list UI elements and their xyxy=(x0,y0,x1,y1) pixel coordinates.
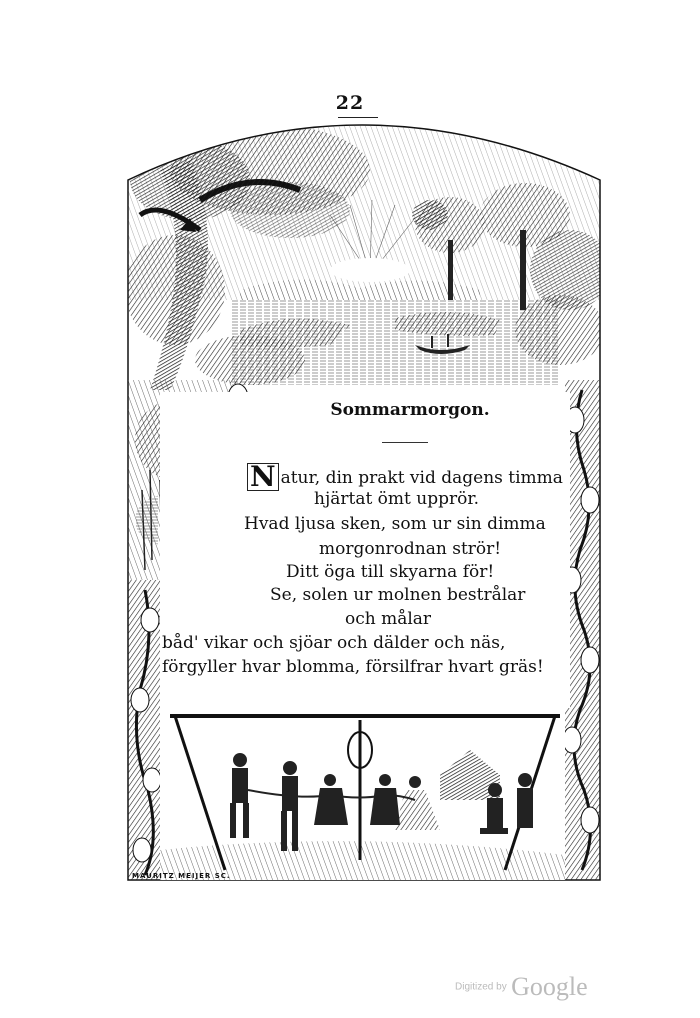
poem-line-1-text: atur, din prakt vid dagens timma xyxy=(280,468,563,488)
engraver-credit: MAURITZ MEIJER SC. xyxy=(132,872,231,880)
digitized-watermark xyxy=(455,972,588,1002)
poem-line-6: Se, solen ur molnen bestrålar xyxy=(270,585,526,605)
google-logo: Google xyxy=(511,972,588,1001)
poem-line-5: Ditt öga till skyarna för! xyxy=(286,562,495,582)
poem-line-1 xyxy=(247,460,563,493)
poem-line-3: Hvad ljusa sken, som ur sin dimma xyxy=(244,514,546,534)
decorated-initial: N xyxy=(247,463,279,491)
poem-line-8: båd' vikar och sjöar och dälder och näs, xyxy=(162,633,506,653)
digitized-prefix: Digitized by xyxy=(455,981,507,993)
poem-title: Sommarmorgon. xyxy=(330,400,490,420)
poem-line-4: morgonrodnan strör! xyxy=(319,539,502,559)
poem-line-9: förgyller hvar blomma, försilfrar hvart gräs! xyxy=(162,657,544,677)
midsummer-dance-scene xyxy=(160,715,565,880)
title-rule xyxy=(382,442,428,443)
poem-line-7: och målar xyxy=(345,609,432,629)
poem-line-2: hjärtat ömt upprör. xyxy=(314,489,480,509)
page-number: 22 xyxy=(335,92,365,114)
